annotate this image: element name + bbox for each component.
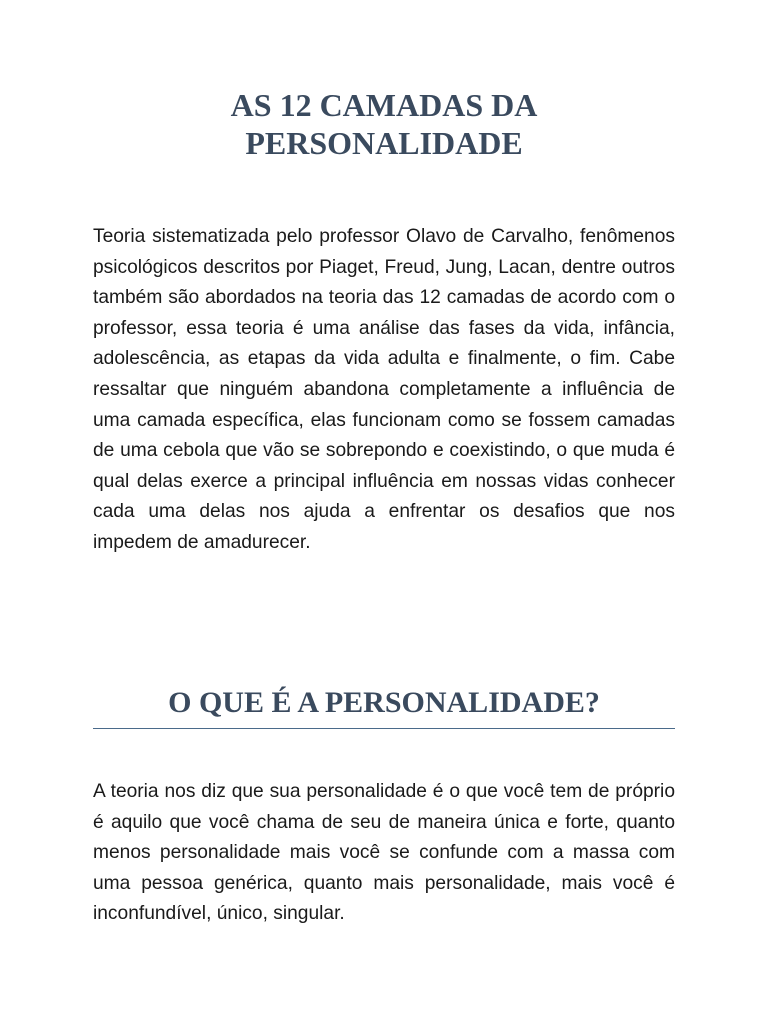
document-title-line-2: PERSONALIDADE [245, 125, 523, 161]
document-title [93, 86, 675, 162]
section-heading-underline [93, 728, 675, 729]
document-title-line-1: AS 12 CAMADAS DA [230, 87, 538, 123]
intro-paragraph: Teoria sistematizada pelo professor Olavo de Carvalho, fenômenos psicológicos descritos por Piaget, Freud, Jung, Lacan, dentre outros também são abordados na teoria das 12 camadas de acordo com o professor, essa teoria é uma análise das fases da vida, infância, adolescência, as etapas da vida adulta e finalmente, o fim. Cabe ressaltar que ninguém abandona completamente a influência de uma camada específica, elas funcionam como se fossem camadas de uma cebola que vão se sobrepondo e coexistindo, o que muda é qual delas exerce a principal influência em nossas vidas conhecer cada uma delas nos ajuda a enfrentar os desafios que nos impedem de amadurecer. [93, 226, 675, 553]
section-heading: O QUE É A PERSONALIDADE? [168, 686, 600, 719]
section-paragraph: A teoria nos diz que sua personalidade é o que você tem de próprio é aquilo que você chama de seu de maneira única e forte, quanto menos personalidade mais você se confunde com a massa com uma pessoa genérica, quanto mais personalidade, mais você é inconfundível, único, singular. [93, 781, 675, 925]
